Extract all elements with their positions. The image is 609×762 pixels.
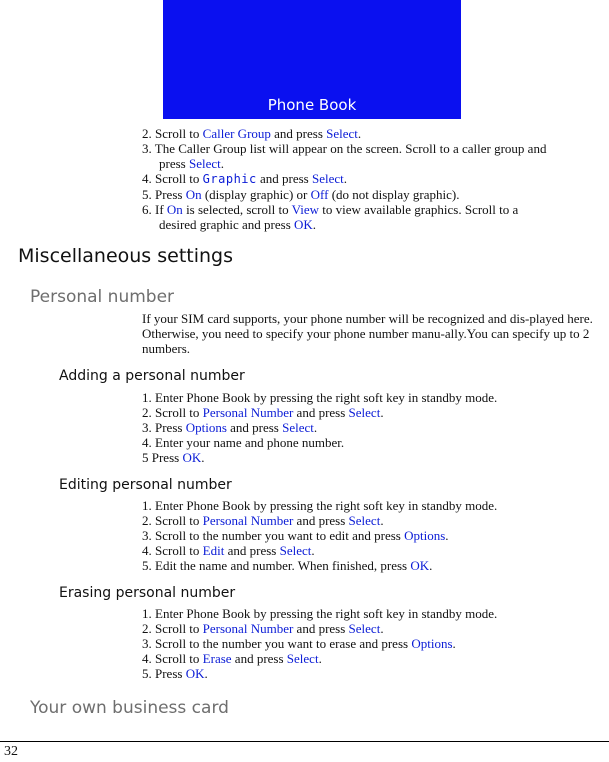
list-item: 1. Enter Phone Book by pressing the right soft key in standby mode. [142,498,498,513]
list-item: 3. Press Options and press Select. [142,420,318,435]
list-item: 2. Scroll to Caller Group and press Select. [142,126,362,141]
heading-editing-personal-number: Editing personal number [59,477,232,493]
editing-steps [142,498,604,573]
adding-steps [142,390,604,465]
list-item: 3. The Caller Group list will appear on the screen. Scroll to a caller group and press Select. [142,141,547,171]
personal-number-description: If your SIM card supports, your phone number will be recognized and dis-played here. Otherwise, you need to specify your phone number manu-ally.You can specify up to 2 numbers. [142,311,593,356]
subsection-heading-personal-number: Personal number [30,287,175,307]
erasing-steps [142,606,604,681]
phone-screen-title: Phone Book [267,96,357,114]
list-item: 6. If On is selected, scroll to View to view available graphics. Scroll to a desired graphic and press OK. [142,202,519,232]
heading-adding-personal-number: Adding a personal number [59,368,245,384]
list-item: 4. Scroll to Erase and press Select. [142,651,322,666]
list-item: 5 Press OK. [142,450,205,465]
page-number: 32 [4,744,18,759]
list-item: 4. Scroll to Edit and press Select. [142,543,315,558]
list-item: 2. Scroll to Personal Number and press Select. [142,405,384,420]
list-item: 5. Edit the name and number. When finished, press OK. [142,558,433,573]
list-item: 1. Enter Phone Book by pressing the right soft key in standby mode. [142,390,498,405]
heading-erasing-personal-number: Erasing personal number [59,585,236,601]
footer-divider [0,741,609,742]
list-item: 3. Scroll to the number you want to erase and press Options. [142,636,456,651]
list-item: 2. Scroll to Personal Number and press Select. [142,621,384,636]
section-heading-miscellaneous: Miscellaneous settings [18,245,234,267]
list-item: 2. Scroll to Personal Number and press Select. [142,513,384,528]
list-item: 1. Enter Phone Book by pressing the right soft key in standby mode. [142,606,498,621]
list-item: 3. Scroll to the number you want to edit and press Options. [142,528,449,543]
caller-group-steps [142,126,604,232]
list-item: 4. Scroll to Graphic and press Select. [142,171,348,186]
list-item: 5. Press On (display graphic) or Off (do not display graphic). [142,187,460,202]
list-item: 5. Press OK. [142,666,208,681]
subsection-heading-business-card: Your own business card [30,698,229,718]
list-item: 4. Enter your name and phone number. [142,435,345,450]
phone-screen-illustration [163,0,461,119]
